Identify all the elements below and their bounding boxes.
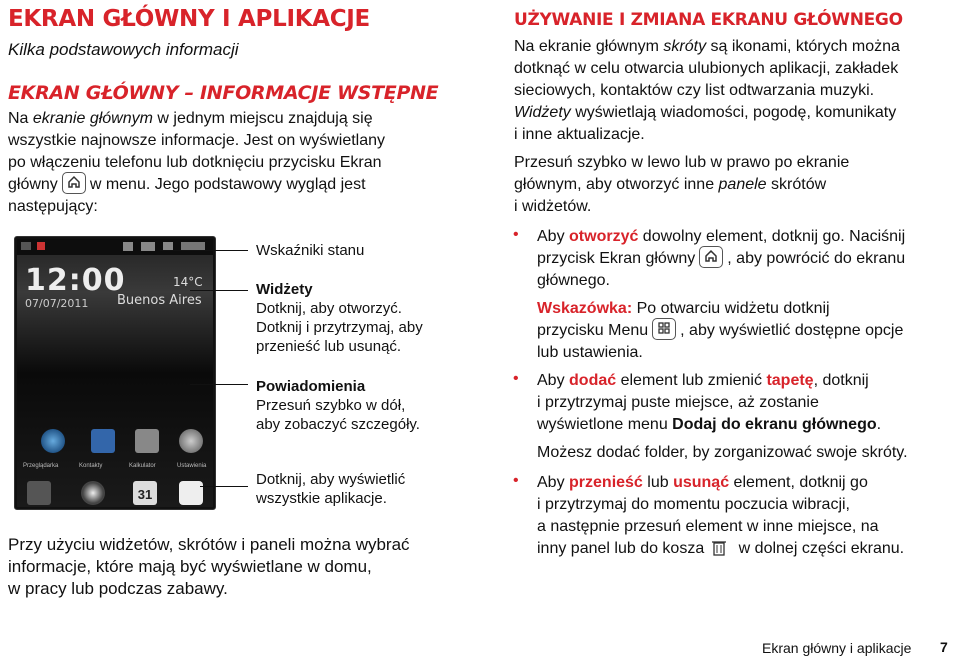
callout-notifications: Powiadomienia Przesuń szybko w dół, aby zobaczyć szczegóły. [256,378,420,433]
footer-section: Ekran główny i aplikacje [762,640,912,656]
tip-paragraph: Wskazówka: Po otwarciu widżetu dotknij przycisku Menu , aby wyświetlić dostępne opcje lub ustawienia. [537,300,904,362]
notification-icon [37,242,45,250]
settings-icon[interactable] [179,429,203,453]
calendar-icon[interactable]: 31 [133,481,157,505]
callout-line [160,250,248,251]
right-paragraph-2: Przesuń szybko w lewo lub w prawo po ekranie głównym, aby otworzyć inne panele skrótów i widżetów. [514,154,850,215]
wifi-icon [123,242,133,251]
callout-line [200,486,248,487]
intro-paragraph: Na ekranie głównym w jednym miejscu znajdują się wszystkie najnowsze informacje. Jest on wyświetlany po włączeniu telefonu lub dotknięciu przycisku Ekran główny w menu. Jego podstawowy wygląd jest następujący: [8,110,386,216]
widget-date: 07/07/2011 [25,297,89,310]
widget-city: Buenos Aires [117,293,202,308]
menu-icon [652,318,676,340]
widget-temperature: 14°C [173,275,203,289]
bullet-marker: • [513,226,519,243]
contacts-icon[interactable] [91,429,115,453]
bullet-marker: • [513,370,519,387]
calculator-icon[interactable] [135,429,159,453]
apps-launcher-icon[interactable] [179,481,203,505]
callout-status: Wskaźniki stanu [256,242,365,259]
signal-icon [141,242,155,251]
bullet-open: Aby otworzyć dowolny element, dotknij go. Naciśnij przycisk Ekran główny , aby powrócić do ekranu głównego. [537,228,906,290]
callout-widgets: Widżety Dotknij, aby otworzyć. Dotknij i przytrzymaj, aby przenieść lub usunąć. [256,281,423,355]
callout-line [190,384,248,385]
callout-apps: Dotknij, aby wyświetlić wszystkie aplikacje. [256,471,406,507]
dock-label-settings: Ustawienia [177,463,207,469]
section-title: EKRAN GŁÓWNY – INFORMACJE WSTĘPNE [8,82,439,104]
folder-tip: Możesz dodać folder, by zorganizować swoje skróty. [537,444,908,461]
bullet-add: Aby dodać element lub zmienić tapetę, dotknij i przytrzymaj puste miejsce, aż zostanie wyświetlone menu Dodaj do ekranu głównego. [537,372,882,433]
music-icon[interactable] [81,481,105,505]
status-bar [17,239,213,255]
right-paragraph-1: Na ekranie głównym skróty są ikonami, których można dotknąć w celu otwarcia ulubionych aplikacji, zakładek sieciowych, kontaktów czy list odtwarzania muzyki. Widżety wyświetlają wiadomości, pogodę, komunikaty i inne aktualizacje. [514,38,900,143]
camera-icon[interactable] [27,481,51,505]
page-number: 7 [940,639,948,655]
bottom-paragraph: Przy użyciu widżetów, skrótów i paneli można wybrać informacje, które mają być wyświetlane w domu, w pracy lub podczas zabawy. [8,535,410,598]
bullet-marker: • [513,472,519,489]
main-title: EKRAN GŁÓWNY I APLIKACJE [8,6,370,32]
widget-clock[interactable]: 12:00 [25,263,126,298]
right-section-title: UŻYWANIE I ZMIANA EKRANU GŁÓWNEGO [514,10,903,30]
home-icon [699,246,723,268]
browser-icon[interactable] [41,429,65,453]
bullet-move: Aby przenieść lub usunąć element, dotknij go i przytrzymaj do momentu poczucia wibracji, a następnie przesuń element w inne miejsce, na inny panel lub do kosza w dolnej części ekranu. [537,474,905,557]
dock-label-contacts: Kontakty [79,463,103,469]
dock-label-browser: Przeglądarka [23,463,59,469]
phone-screenshot [14,236,216,510]
callout-line [190,290,248,291]
dock-label-calculator: Kalkulator [129,463,156,469]
notification-icon [21,242,31,250]
trash-icon [708,537,730,557]
home-icon [62,172,86,194]
subtitle: Kilka podstawowych informacji [8,40,239,59]
